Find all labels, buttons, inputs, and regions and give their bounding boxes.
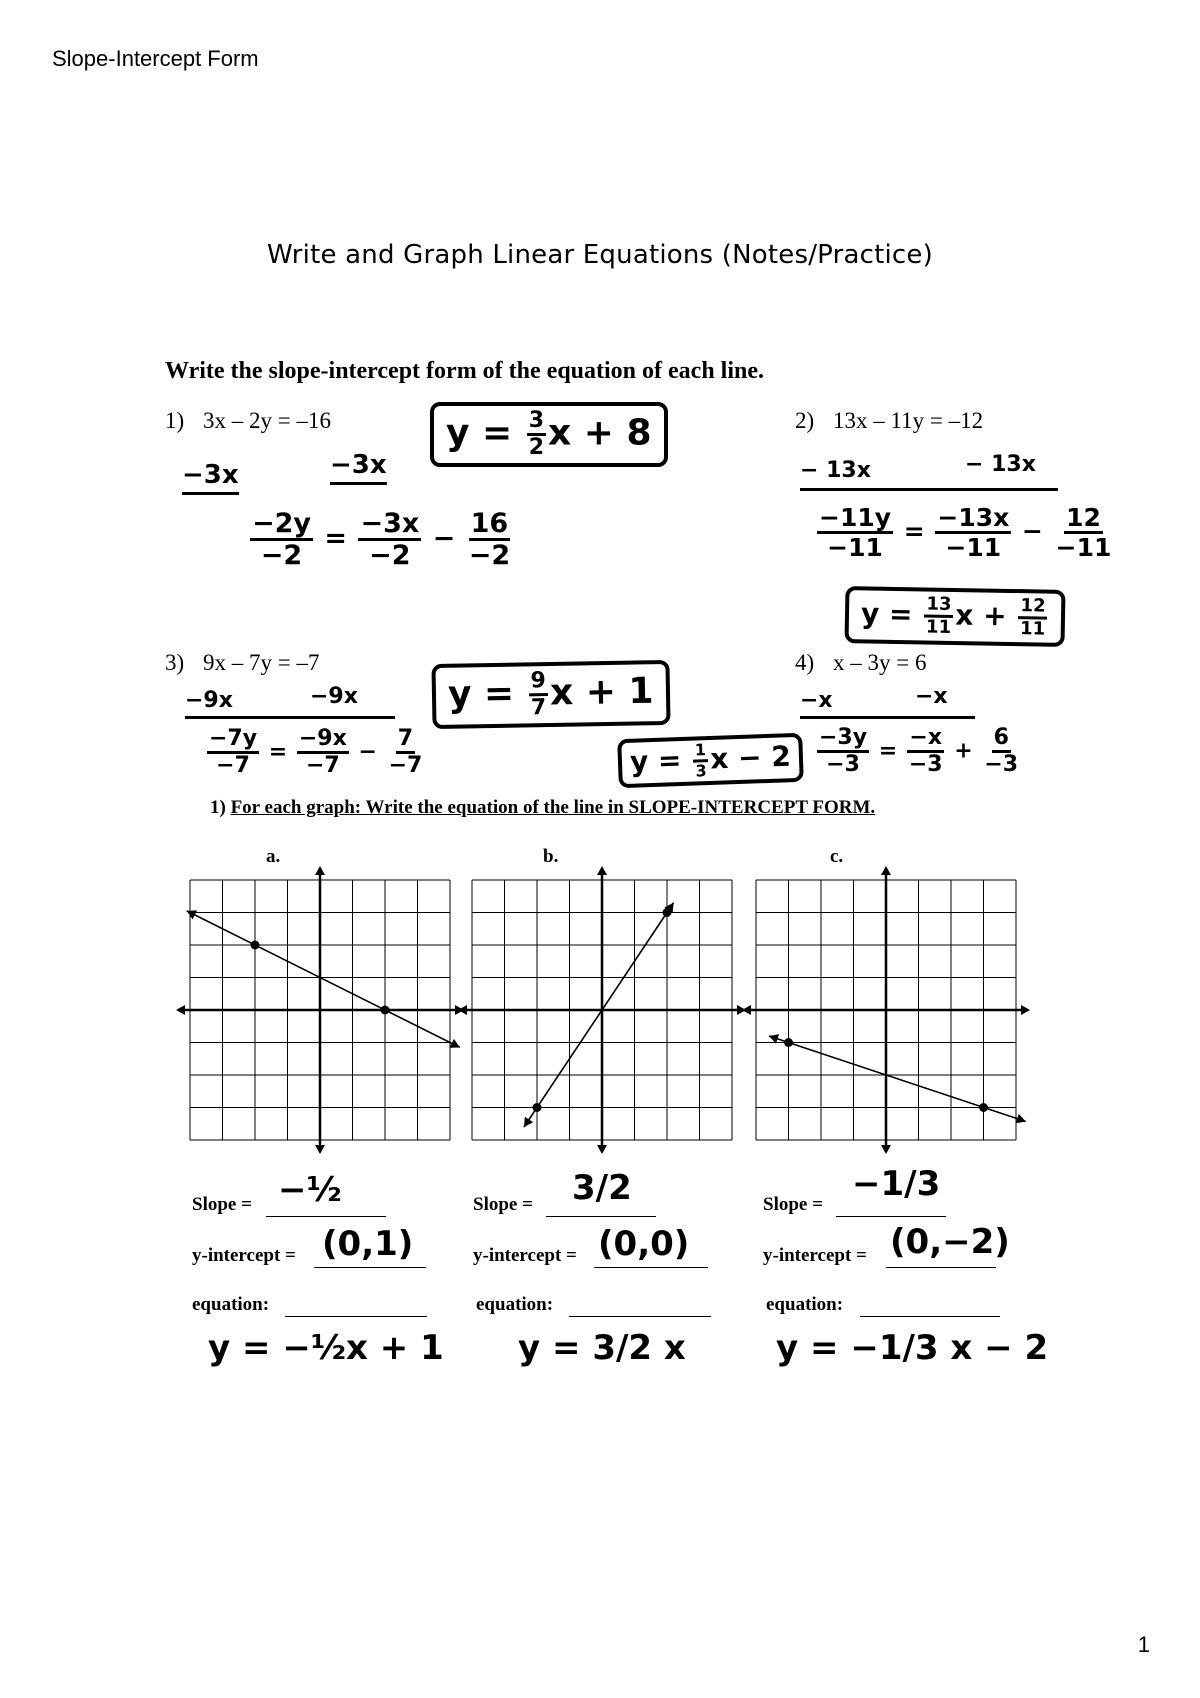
problem-3 — [165, 650, 319, 676]
plotted-line — [524, 903, 674, 1127]
equation-blank — [285, 1316, 427, 1317]
equation-blank — [569, 1316, 711, 1317]
plotted-point — [251, 941, 260, 950]
answer-box-3: y = $\frac{9}{7}$ x + 1 — [431, 660, 670, 729]
answer-box-1: y = $\frac{3}{2}$ x + 8 — [430, 402, 668, 467]
intercept-answer-b: (0,0) — [598, 1224, 690, 1264]
plotted-point — [784, 1038, 793, 1047]
intercept-label: y-intercept = — [473, 1245, 577, 1266]
intercept-blank — [886, 1267, 996, 1268]
work-step: $\frac{-3y}{-3}$ = $\frac{-x}{-3}$ + $\frac{6}{-3}$ — [819, 725, 1019, 777]
slope-label: Slope = — [192, 1194, 252, 1215]
work-sub-left: − 13x — [800, 458, 871, 483]
graph-b — [457, 865, 747, 1155]
graph-section-heading — [210, 797, 875, 819]
work-sub-left: −9x — [185, 688, 233, 713]
equation-label: equation: — [476, 1294, 554, 1315]
instructions: Write the slope-intercept form of the equation of each line. — [165, 358, 765, 384]
equation-blank — [860, 1316, 1000, 1317]
answer-box-4: y = $\frac{1}{3}$ x − 2 — [617, 733, 803, 788]
plotted-point — [663, 908, 672, 917]
plotted-point — [979, 1103, 988, 1112]
intercept-blank — [594, 1267, 708, 1268]
y-axis-arrow-up — [315, 866, 325, 875]
x-axis-arrow-right — [1021, 1005, 1030, 1015]
equation-answer-b: y = 3/2 x — [518, 1328, 686, 1368]
intercept-label: y-intercept = — [763, 1245, 867, 1266]
plotted-point — [381, 1006, 390, 1015]
page-number: 1 — [1137, 1632, 1150, 1657]
slope-label: Slope = — [763, 1194, 823, 1215]
header-title: Slope-Intercept Form — [52, 46, 259, 71]
work-divider — [800, 488, 1058, 491]
work-step: $\frac{-2y}{-2}$ = $\frac{-3x}{-2}$ − $\frac{16}{-2}$ — [252, 508, 511, 571]
slope-blank — [836, 1216, 946, 1217]
slope-blank — [546, 1216, 656, 1217]
graph-c — [741, 865, 1031, 1155]
document-title: Write and Graph Linear Equations (Notes/Practice) — [267, 240, 933, 270]
y-axis-arrow-up — [881, 866, 891, 875]
equation-label: equation: — [192, 1294, 270, 1315]
intercept-answer-c: (0,−2) — [890, 1222, 1010, 1262]
equation-answer-c: y = −1/3 x − 2 — [776, 1328, 1049, 1368]
problem-1 — [165, 408, 331, 434]
work-sub-right: −x — [915, 684, 948, 709]
x-axis-arrow-left — [742, 1005, 751, 1015]
problem-equation: x – 3y = 6 — [833, 650, 927, 675]
section-prompt: For each graph: Write the equation of the line in SLOPE-INTERCEPT FORM. — [230, 797, 876, 818]
y-axis-arrow-down — [881, 1145, 891, 1154]
intercept-blank — [314, 1267, 426, 1268]
work-sub-right: − 13x — [965, 452, 1036, 477]
problem-4 — [795, 650, 926, 676]
equation-answer-a: y = −½x + 1 — [208, 1328, 444, 1368]
problem-number: 2) — [795, 408, 815, 433]
work-sub-left: −x — [800, 688, 833, 713]
x-axis-arrow-left — [176, 1005, 185, 1015]
intercept-label: y-intercept = — [192, 1245, 296, 1266]
work-sub-right: −3x — [330, 450, 387, 485]
graph-a — [175, 865, 465, 1155]
work-step: $\frac{-7y}{-7}$ = $\frac{-9x}{-7}$ − $\frac{7}{-7}$ — [209, 726, 423, 778]
graph-label-b: b. — [543, 846, 559, 867]
problem-number: 1) — [165, 408, 185, 433]
section-number: 1) — [210, 797, 226, 818]
work-sub-left: −3x — [182, 460, 239, 495]
problem-equation: 9x – 7y = –7 — [203, 650, 320, 675]
problem-number: 4) — [795, 650, 815, 675]
graph-label-c: c. — [830, 846, 844, 867]
slope-answer-b: 3/2 — [572, 1168, 632, 1208]
graph-label-a: a. — [266, 846, 281, 867]
slope-label: Slope = — [473, 1194, 533, 1215]
work-divider — [800, 716, 975, 719]
y-axis-arrow-down — [597, 1145, 607, 1154]
answer-box-2: y = $\frac{13}{11}$ x + $\frac{12}{11}$ — [845, 586, 1066, 647]
line-arrow-start — [524, 1117, 533, 1127]
y-axis-arrow-down — [315, 1145, 325, 1154]
work-sub-right: −9x — [310, 684, 358, 709]
problem-2 — [795, 408, 983, 434]
work-step: $\frac{-11y}{-11}$ = $\frac{-13x}{-11}$ − $\frac{12}{-11}$ — [819, 503, 1112, 562]
y-axis-arrow-up — [597, 866, 607, 875]
slope-blank — [266, 1216, 386, 1217]
slope-answer-a: −½ — [278, 1170, 342, 1210]
plotted-point — [533, 1103, 542, 1112]
equation-label: equation: — [766, 1294, 844, 1315]
intercept-answer-a: (0,1) — [322, 1224, 414, 1264]
problem-equation: 3x – 2y = –16 — [203, 408, 331, 433]
x-axis-arrow-left — [458, 1005, 467, 1015]
problem-equation: 13x – 11y = –12 — [833, 408, 984, 433]
plotted-line — [187, 911, 460, 1048]
work-divider — [185, 716, 395, 719]
slope-answer-c: −1/3 — [852, 1164, 941, 1204]
problem-number: 3) — [165, 650, 185, 675]
